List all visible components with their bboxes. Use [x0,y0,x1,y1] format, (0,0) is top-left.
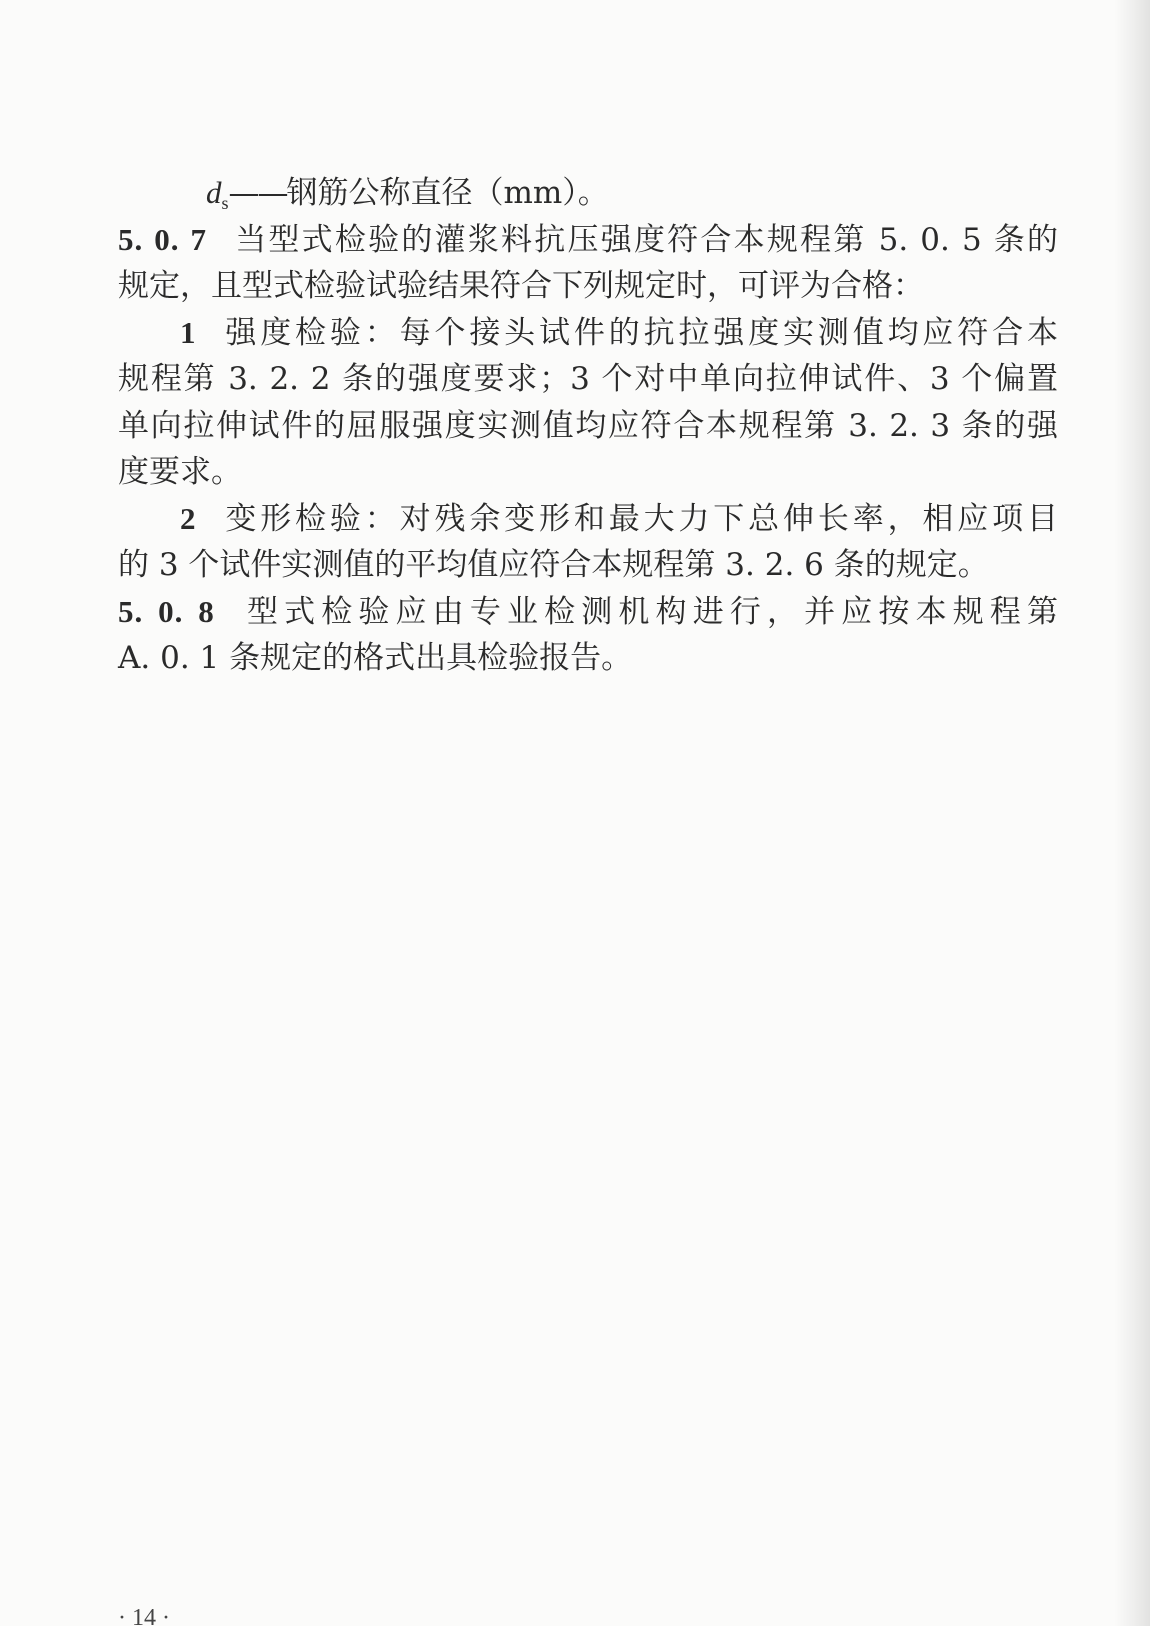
item-1-line-1 [118,310,1058,357]
item-1-text-4: 度要求。 [118,454,242,490]
item-1-line-2 [118,356,1058,403]
clause-507-line-1 [118,217,1058,264]
item-1-line-3 [118,403,1058,450]
clause-508-line-2 [118,635,1058,682]
page-number: · 14 · [118,1605,170,1626]
clause-507-text-1: 当型式检验的灌浆料抗压强度符合本规程第 5. 0. 5 条的 [232,221,1059,258]
symbol-subscript: s [221,193,229,213]
clause-508-line-1 [118,589,1058,636]
body-text [118,170,1058,682]
definition-ds [118,170,1058,217]
item-2-line-2 [118,542,1058,589]
clause-507-line-2 [118,263,1058,310]
item-2-text-2: 的 3 个试件实测值的平均值应符合本规程第 3. 2. 6 条的规定。 [118,547,989,583]
item-1-line-4 [118,449,1058,496]
clause-number-508: 5. 0. 8 [118,593,215,629]
item-number-2: 2 [180,500,196,536]
definition-text: 钢筋公称直径（mm）。 [286,175,609,211]
clause-number-507: 5. 0. 7 [118,221,207,257]
item-number-1: 1 [180,314,196,350]
clause-508-text-2: A. 0. 1 条规定的格式出具检验报告。 [118,640,633,676]
item-1-text-1: 强度检验：每个接头试件的抗拉强度实测值均应符合本 [221,314,1058,351]
item-2-line-1 [118,496,1058,543]
clause-507-text-2: 规定，且型式检验试验结果符合下列规定时，可评为合格： [118,268,924,304]
item-1-text-2: 规程第 3. 2. 2 条的强度要求；3 个对中单向拉伸试件、3 个偏置 [118,361,1058,397]
symbol-d: d [206,175,222,210]
item-2-text-1: 变形检验：对残余变形和最大力下总伸长率，相应项目 [221,500,1058,537]
item-1-text-3: 单向拉伸试件的屈服强度实测值均应符合本规程第 3. 2. 3 条的强 [118,407,1058,444]
clause-508-text-1: 型式检验应由专业检测机构进行，并应按本规程第 [240,593,1059,630]
definition-dash: —— [228,175,287,211]
page-edge-shadow [1114,0,1150,1626]
